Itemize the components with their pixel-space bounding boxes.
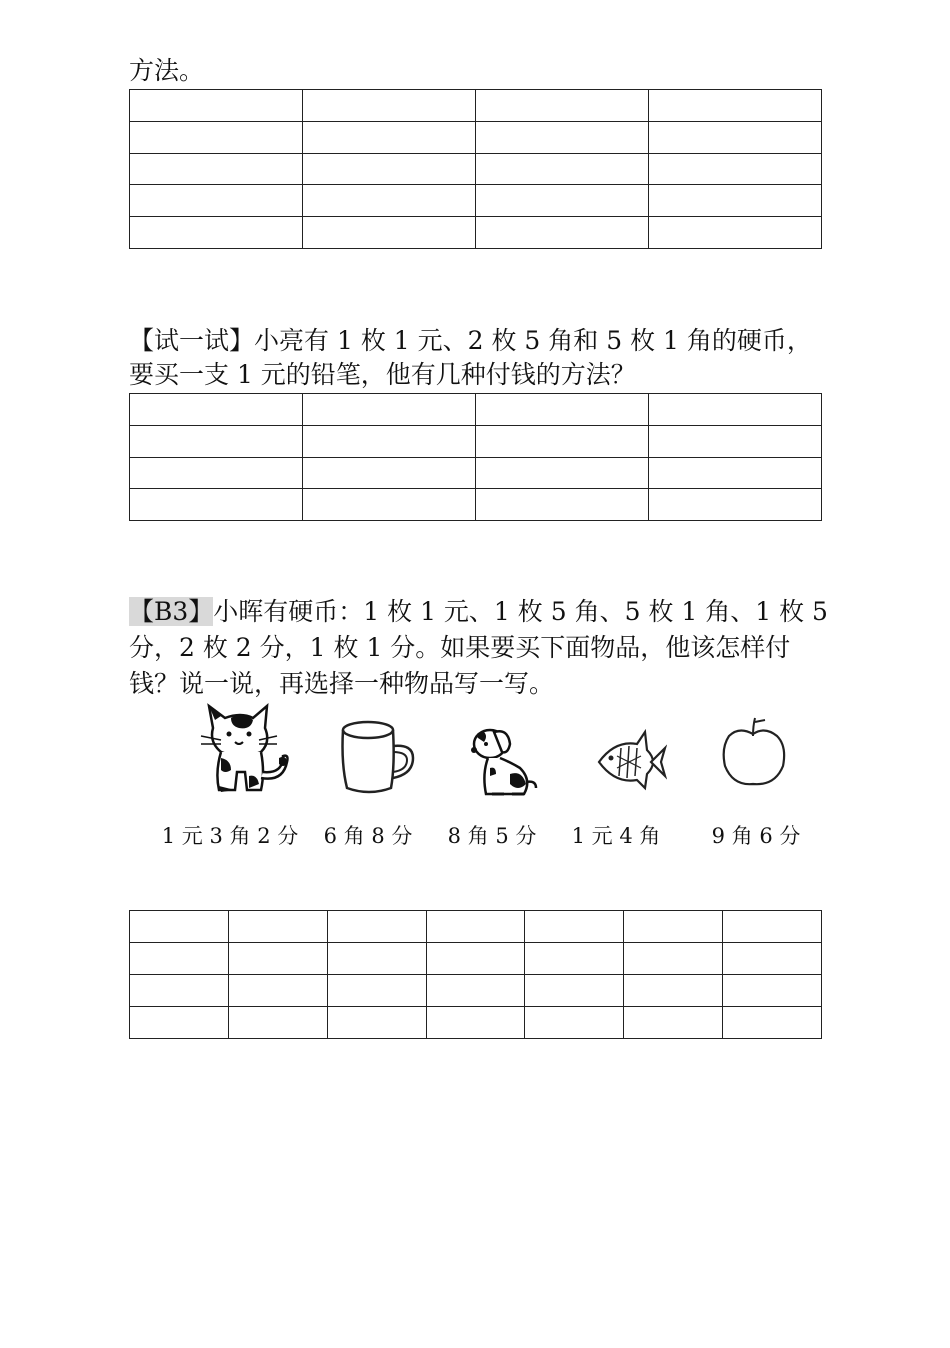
table-cell[interactable] (649, 153, 822, 185)
try-it-line1: 小亮有 1 枚 1 元、2 枚 5 角和 5 枚 1 角的硬币， (254, 326, 812, 355)
table-cell[interactable] (228, 911, 327, 943)
b3-tag: 【B3】 (129, 597, 214, 626)
table-cell[interactable] (327, 1007, 426, 1039)
b3-line2: 分，2 枚 2 分，1 枚 1 分。如果要买下面物品，他该怎样付 (129, 633, 791, 662)
table-cell[interactable] (303, 90, 476, 122)
table-cell[interactable] (303, 457, 476, 489)
answer-table-3 (129, 910, 822, 1039)
item-dog (462, 722, 542, 802)
table-cell[interactable] (649, 185, 822, 217)
table-cell[interactable] (130, 943, 229, 975)
b3-line3: 钱？说一说，再选择一种物品写一写。 (129, 669, 555, 698)
price-mug: 6 角 8 分 (323, 824, 413, 848)
try-it-tag: 【试一试】 (129, 326, 255, 355)
price-fish: 1 元 4 角 (571, 824, 661, 848)
table-cell[interactable] (228, 943, 327, 975)
table-cell[interactable] (525, 975, 624, 1007)
table-cell[interactable] (624, 1007, 723, 1039)
price-apple: 9 角 6 分 (711, 824, 801, 848)
table-cell[interactable] (624, 911, 723, 943)
price-cat: 1 元 3 角 2 分 (161, 824, 299, 848)
table-cell[interactable] (130, 121, 303, 153)
table-cell[interactable] (130, 153, 303, 185)
table-cell[interactable] (327, 975, 426, 1007)
item-mug (330, 716, 420, 796)
answer-table-2 (129, 393, 822, 521)
table-cell[interactable] (649, 121, 822, 153)
table-cell[interactable] (130, 394, 303, 426)
b3-line1: 小晖有硬币：1 枚 1 元、1 枚 5 角、5 枚 1 角、1 枚 5 (213, 597, 828, 626)
answer-table-1 (129, 89, 822, 249)
table-cell[interactable] (327, 911, 426, 943)
table-cell[interactable] (303, 489, 476, 521)
method-tail-text: 方法。 (129, 56, 205, 85)
table-cell[interactable] (303, 185, 476, 217)
table-cell[interactable] (130, 1007, 229, 1039)
table-cell[interactable] (476, 153, 649, 185)
table-cell[interactable] (723, 1007, 822, 1039)
table-cell[interactable] (723, 943, 822, 975)
table-cell[interactable] (649, 394, 822, 426)
table-cell[interactable] (303, 217, 476, 249)
table-cell[interactable] (228, 975, 327, 1007)
table-cell[interactable] (649, 217, 822, 249)
item-fish (590, 728, 670, 794)
table-cell[interactable] (303, 153, 476, 185)
table-cell[interactable] (525, 943, 624, 975)
table-cell[interactable] (303, 425, 476, 457)
table-cell[interactable] (476, 217, 649, 249)
table-cell[interactable] (130, 425, 303, 457)
table-cell[interactable] (130, 489, 303, 521)
dog-icon (464, 722, 540, 802)
table-cell[interactable] (624, 943, 723, 975)
table-cell[interactable] (525, 911, 624, 943)
item-cat (186, 698, 296, 798)
table-cell[interactable] (130, 975, 229, 1007)
table-cell[interactable] (476, 457, 649, 489)
table-cell[interactable] (476, 121, 649, 153)
table-cell[interactable] (426, 911, 525, 943)
cat-icon (191, 698, 291, 798)
price-dog: 8 角 5 分 (447, 824, 537, 848)
table-cell[interactable] (476, 90, 649, 122)
table-cell[interactable] (723, 911, 822, 943)
try-it-question-line1 (129, 324, 812, 358)
table-cell[interactable] (303, 394, 476, 426)
item-apple (716, 714, 792, 790)
table-cell[interactable] (649, 90, 822, 122)
table-cell[interactable] (649, 457, 822, 489)
table-cell[interactable] (476, 394, 649, 426)
table-cell[interactable] (476, 425, 649, 457)
table-cell[interactable] (130, 911, 229, 943)
table-cell[interactable] (130, 185, 303, 217)
apple-icon (719, 714, 789, 790)
table-cell[interactable] (426, 975, 525, 1007)
table-cell[interactable] (130, 457, 303, 489)
mug-icon (333, 716, 417, 796)
fish-icon (593, 728, 667, 794)
table-cell[interactable] (723, 975, 822, 1007)
table-cell[interactable] (228, 1007, 327, 1039)
try-it-line2: 要买一支 1 元的铅笔，他有几种付钱的方法？ (129, 360, 636, 389)
table-cell[interactable] (525, 1007, 624, 1039)
table-cell[interactable] (476, 489, 649, 521)
table-cell[interactable] (303, 121, 476, 153)
table-cell[interactable] (624, 975, 723, 1007)
table-cell[interactable] (476, 185, 649, 217)
table-cell[interactable] (130, 217, 303, 249)
table-cell[interactable] (426, 943, 525, 975)
table-cell[interactable] (649, 425, 822, 457)
table-cell[interactable] (130, 90, 303, 122)
table-cell[interactable] (426, 1007, 525, 1039)
table-cell[interactable] (649, 489, 822, 521)
b3-question-line1 (129, 595, 828, 629)
table-cell[interactable] (327, 943, 426, 975)
